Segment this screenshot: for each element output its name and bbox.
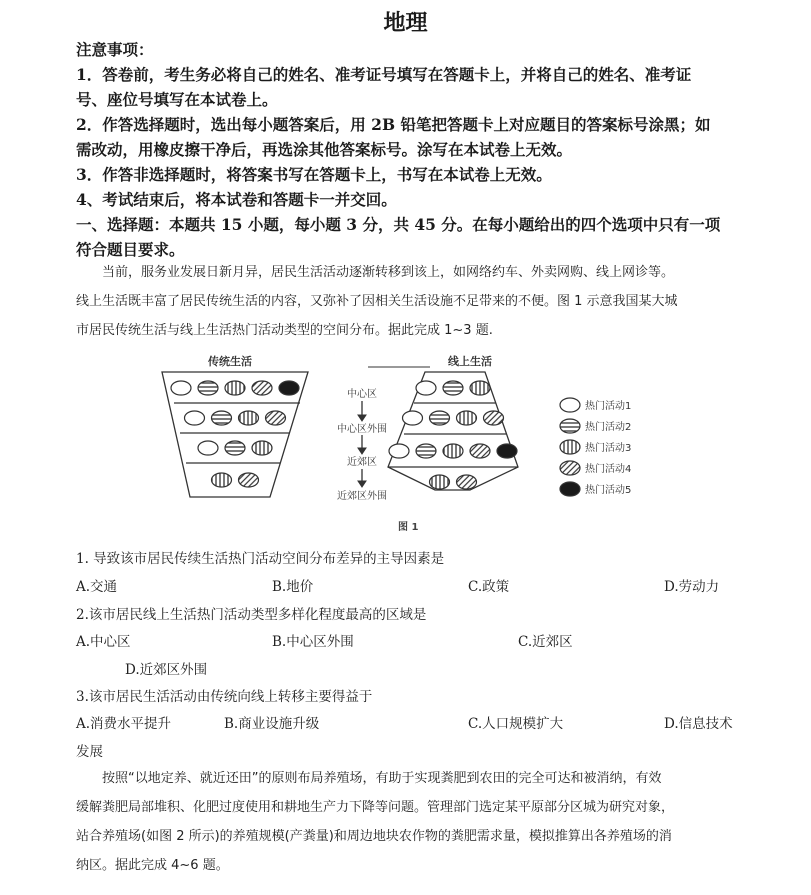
activity-4-marker	[470, 444, 490, 458]
activity-4-marker	[484, 411, 504, 425]
activity-2-marker	[212, 411, 232, 425]
online-activity-rows	[389, 381, 517, 489]
activity-5-marker	[560, 482, 580, 496]
passage-1-line: 当前，服务业发展日新月异，居民生活活动逐渐转移到该上，如网络约车、外卖网购、线上网诊等。	[102, 265, 675, 280]
question-2-option-b: B.中心区外围	[272, 634, 354, 650]
passage-2-line: 按照“以地定养、就近还田”的原则布局养殖场，有助于实现粪肥到农田的完全可达和被消纳，有效	[102, 771, 662, 786]
activity-1-marker	[416, 381, 436, 395]
activity-3-marker	[560, 440, 580, 454]
activity-3-marker	[443, 444, 463, 458]
zone-label: 近郊区	[347, 457, 377, 468]
passage-2-line: 纳区。据此完成 4~6 题。	[76, 858, 229, 873]
passage-2-line: 站合养殖场(如图 2 所示)的养殖规模(产粪量)和周边地块农作物的粪肥需求量，模拟推算出各养殖场的消	[76, 829, 672, 844]
legend-label: 热门活动2	[585, 422, 632, 433]
activity-4-marker	[239, 473, 259, 487]
question-1-option-d: D.劳动力	[664, 579, 720, 595]
question-1-option-b: B.地价	[272, 579, 314, 595]
zone-label: 中心区外围	[337, 424, 387, 435]
activity-4-marker	[252, 381, 272, 395]
activity-2-marker	[225, 441, 245, 455]
activity-3-marker	[252, 441, 272, 455]
question-1-option-c: C.政策	[468, 579, 510, 595]
question-3-option-a: A.消费水平提升	[76, 716, 172, 732]
activity-2-marker	[416, 444, 436, 458]
legend-label: 热门活动4	[585, 464, 632, 475]
notice-line: 号、座位号填写在本试卷上。	[76, 90, 278, 109]
activity-3-marker	[470, 381, 490, 395]
legend-label: 热门活动5	[585, 485, 632, 496]
activity-4-marker	[457, 475, 477, 489]
zone-label: 近郊区外围	[337, 491, 387, 502]
activity-1-marker	[403, 411, 423, 425]
page-title: 地理	[383, 10, 428, 36]
activity-3-marker	[430, 475, 450, 489]
notice-line: 3．作答非选择题时，将答案书写在答题卡上，书写在本试卷上无效。	[76, 165, 552, 184]
zone-axis	[337, 387, 387, 502]
question-2-stem: 2.该市居民线上生活热门活动类型多样化程度最高的区域是	[76, 607, 427, 623]
question-3-option-c: C.人口规模扩大	[468, 716, 564, 732]
activity-1-marker	[185, 411, 205, 425]
question-2-option-a: A.中心区	[76, 634, 131, 650]
down-arrow-icon	[358, 401, 366, 487]
legend	[560, 398, 631, 496]
notice-heading: 注意事项：	[76, 40, 154, 59]
activity-3-marker	[225, 381, 245, 395]
activity-2-marker	[430, 411, 450, 425]
question-1-stem: 1. 导致该市居民传续生活热门活动空间分布差异的主导因素是	[76, 551, 445, 567]
activity-3-marker	[239, 411, 259, 425]
question-3-stem: 3.该市居民生活活动由传统向线上转移主要得益于	[76, 689, 373, 705]
notice-line: 4、考试结束后，将本试卷和答题卡一并交回。	[76, 190, 397, 209]
traditional-life-title: 传统生活	[208, 355, 252, 368]
activity-5-marker	[279, 381, 299, 395]
figure-1	[150, 345, 650, 535]
question-3-option-d: D.信息技术	[664, 716, 733, 732]
activity-4-marker	[266, 411, 286, 425]
question-3-option-d-cont: 发展	[76, 744, 103, 760]
activity-3-marker	[212, 473, 232, 487]
notice-line: 2．作答选择题时，选出每小题答案后，用 2B 铅笔把答题卡上对应题目的答案标号涂黑；如	[76, 115, 711, 134]
question-2-option-c: C.近郊区	[518, 634, 573, 650]
passage-1-line: 市居民传统生活与线上生活热门活动类型的空间分布。据此完成 1~3 题.	[76, 323, 493, 338]
activity-3-marker	[457, 411, 477, 425]
online-life-title: 线上生活	[448, 355, 492, 368]
activity-2-marker	[560, 419, 580, 433]
legend-label: 热门活动3	[585, 443, 632, 454]
activity-5-marker	[497, 444, 517, 458]
question-1-option-a: A.交通	[76, 579, 118, 595]
notice-line: 1．答卷前，考生务必将自己的姓名、准考证号填写在答题卡上，并将自己的姓名、准考证	[76, 65, 692, 84]
legend-label: 热门活动1	[585, 401, 632, 412]
activity-4-marker	[560, 461, 580, 475]
zone-label: 中心区	[347, 389, 377, 400]
activity-1-marker	[389, 444, 409, 458]
activity-1-marker	[560, 398, 580, 412]
activity-2-marker	[443, 381, 463, 395]
passage-2-line: 缓解粪肥局部堆积、化肥过度使用和耕地生产力下降等问题。管理部门选定某平原部分区城为研究对象，	[76, 800, 675, 815]
notice-line: 需改动，用橡皮擦干净后，再选涂其他答案标号。涂写在本试卷上无效。	[76, 140, 573, 159]
section-heading-cont: 符合题目要求。	[76, 240, 185, 259]
question-2-option-d: D.近郊区外围	[125, 662, 208, 678]
figure-caption: 图 1	[398, 522, 419, 533]
activity-1-marker	[198, 441, 218, 455]
traditional-activity-rows	[171, 381, 299, 487]
passage-1-line: 线上生活既丰富了居民传统生活的内容，又弥补了因相关生活设施不足带来的不便。图 1 示意我国某大城	[76, 294, 678, 309]
section-heading: 一、选择题：本题共 15 小题，每小题 3 分，共 45 分。在每小题给出的四个选项中只有一项	[76, 215, 721, 234]
activity-2-marker	[198, 381, 218, 395]
activity-1-marker	[171, 381, 191, 395]
question-3-option-b: B.商业设施升级	[224, 716, 320, 732]
